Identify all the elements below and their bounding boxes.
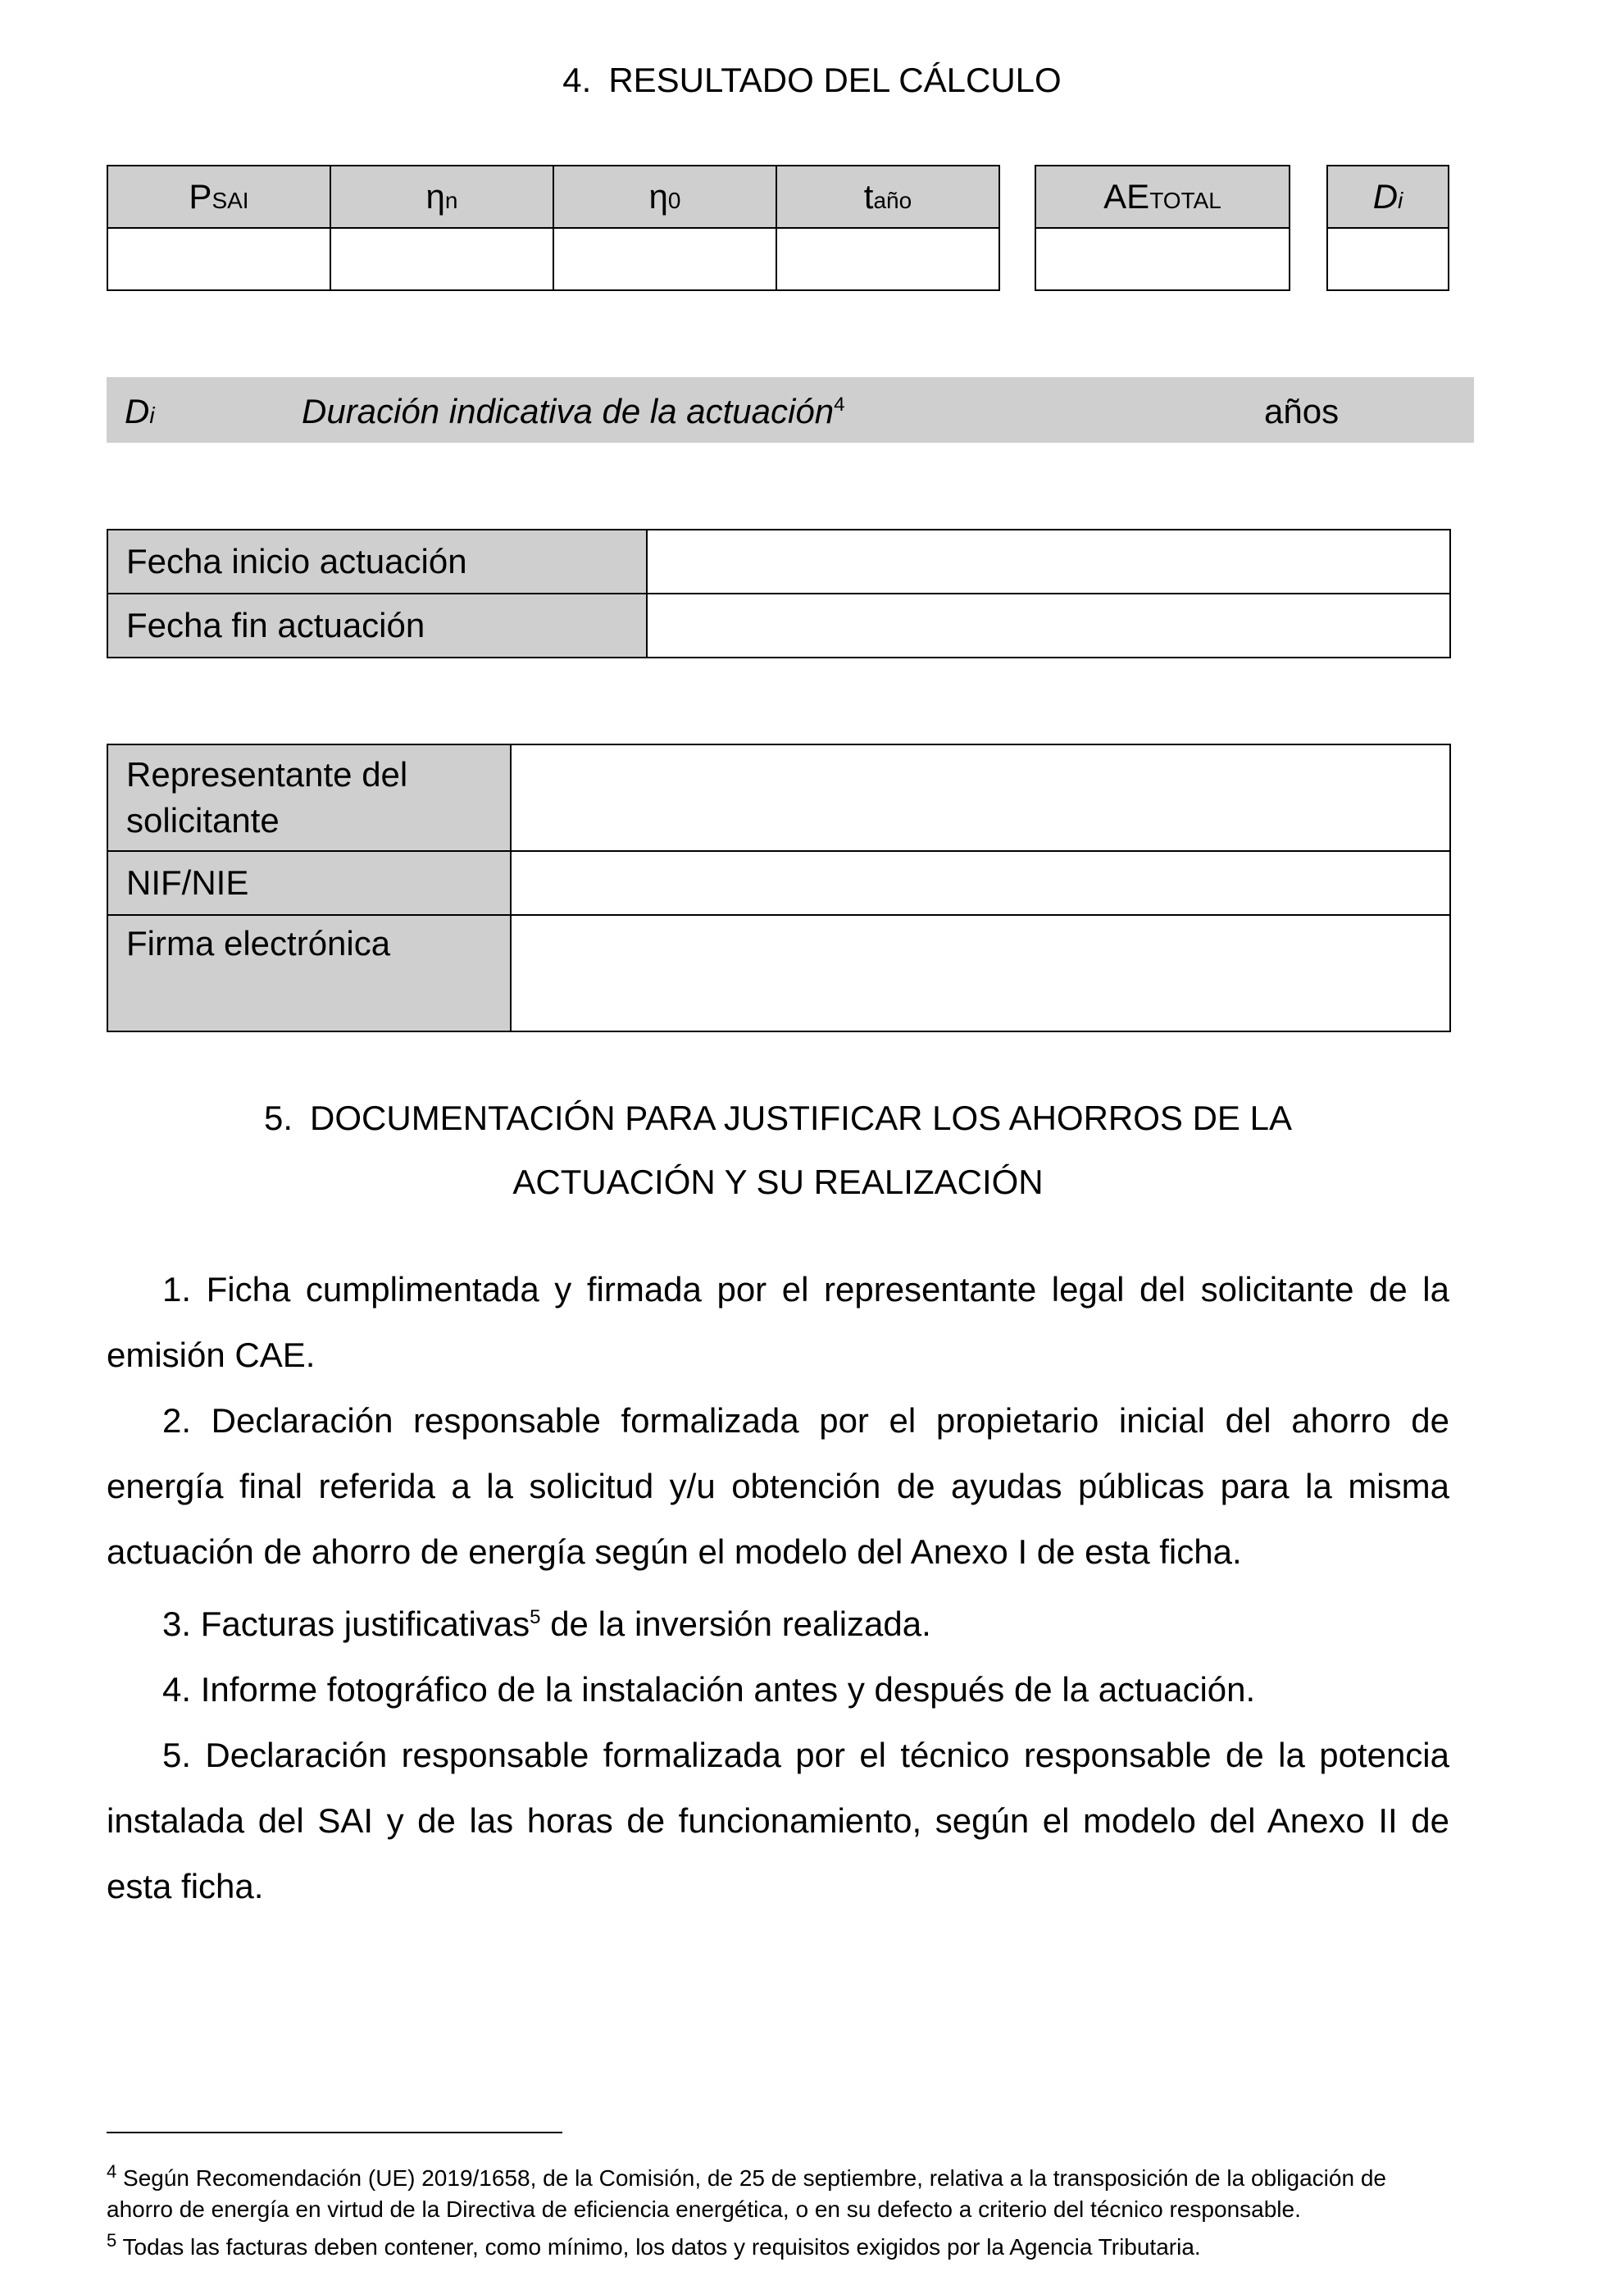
value-psai[interactable] — [107, 228, 330, 290]
value-ae-total[interactable] — [1035, 228, 1290, 290]
header-eta-n: ηn — [330, 166, 553, 228]
duration-description: Duración indicativa de la actuación$^4$ — [302, 392, 845, 430]
dates-table — [107, 529, 1451, 658]
results-table-main — [107, 165, 1000, 291]
results-table-ae — [1035, 165, 1290, 291]
nif-field[interactable] — [511, 851, 1450, 915]
header-ae-total: AETOTAL — [1035, 166, 1290, 228]
footnote-4: $^4$ Según Recomendación (UE) 2019/1658, de la Comisión, de 25 de septiembre, relativa a la transposición de la obligación de ahorro de energía en virtud de la Directiva de eficiencia energética, o en su defecto a criterio del técnico responsable. — [107, 2161, 1386, 2222]
representative-label: Representante del solicitante — [107, 744, 511, 851]
representative-table — [107, 744, 1451, 1032]
nif-label: NIF/NIE — [107, 851, 511, 915]
duration-symbol: Di — [125, 392, 155, 430]
header-eta-0: η0 — [553, 166, 776, 228]
value-di[interactable] — [1327, 228, 1449, 290]
document-item-2: 2. Declaración responsable formalizada por el propietario inicial del ahorro de energía final referida a la solicitud y/u obtención de ayudas públicas para la misma actuación de ahorro de energía según el modelo del Anexo I de esta ficha. — [107, 1401, 1449, 1571]
documents-list — [107, 1257, 1449, 1919]
start-date-field[interactable] — [647, 530, 1450, 594]
section-5-title: 5. DOCUMENTACIÓN PARA JUSTIFICAR LOS AHORROS DE LA ACTUACIÓN Y SU REALIZACIÓN — [264, 1099, 1292, 1201]
value-t-ano[interactable] — [776, 228, 999, 290]
signature-label: Firma electrónica — [107, 915, 511, 1031]
footnote-5: $^5$ Todas las facturas deben contener, como mínimo, los datos y requisitos exigidos por la Agencia Tributaria. — [107, 2230, 1201, 2260]
document-item-3: 3. Facturas justificativas$^5$ de la inversión realizada. — [162, 1605, 931, 1643]
start-date-label: Fecha inicio actuación — [107, 530, 647, 594]
section-4-title: 4. RESULTADO DEL CÁLCULO — [562, 61, 1062, 99]
duration-band — [107, 377, 1474, 443]
document-item-5: 5. Declaración responsable formalizada por el técnico responsable de la potencia instalada del SAI y de las horas de funcionamiento, según el modelo del Anexo II de esta ficha. — [107, 1736, 1449, 1905]
footnote-separator — [107, 2132, 562, 2133]
value-eta-n[interactable] — [330, 228, 553, 290]
header-di: Di — [1327, 166, 1449, 228]
duration-unit: años — [1264, 392, 1340, 430]
end-date-field[interactable] — [647, 594, 1450, 658]
results-table-di — [1326, 165, 1449, 291]
signature-field[interactable] — [511, 915, 1450, 1031]
header-t-ano: taño — [776, 166, 999, 228]
end-date-label: Fecha fin actuación — [107, 594, 647, 658]
header-psai: PSAI — [107, 166, 330, 228]
value-eta-0[interactable] — [553, 228, 776, 290]
document-item-4: 4. Informe fotográfico de la instalación antes y después de la actuación. — [162, 1670, 1256, 1709]
representative-field[interactable] — [511, 744, 1450, 851]
document-item-1: 1. Ficha cumplimentada y firmada por el representante legal del solicitante de la emisión CAE. — [107, 1270, 1449, 1374]
